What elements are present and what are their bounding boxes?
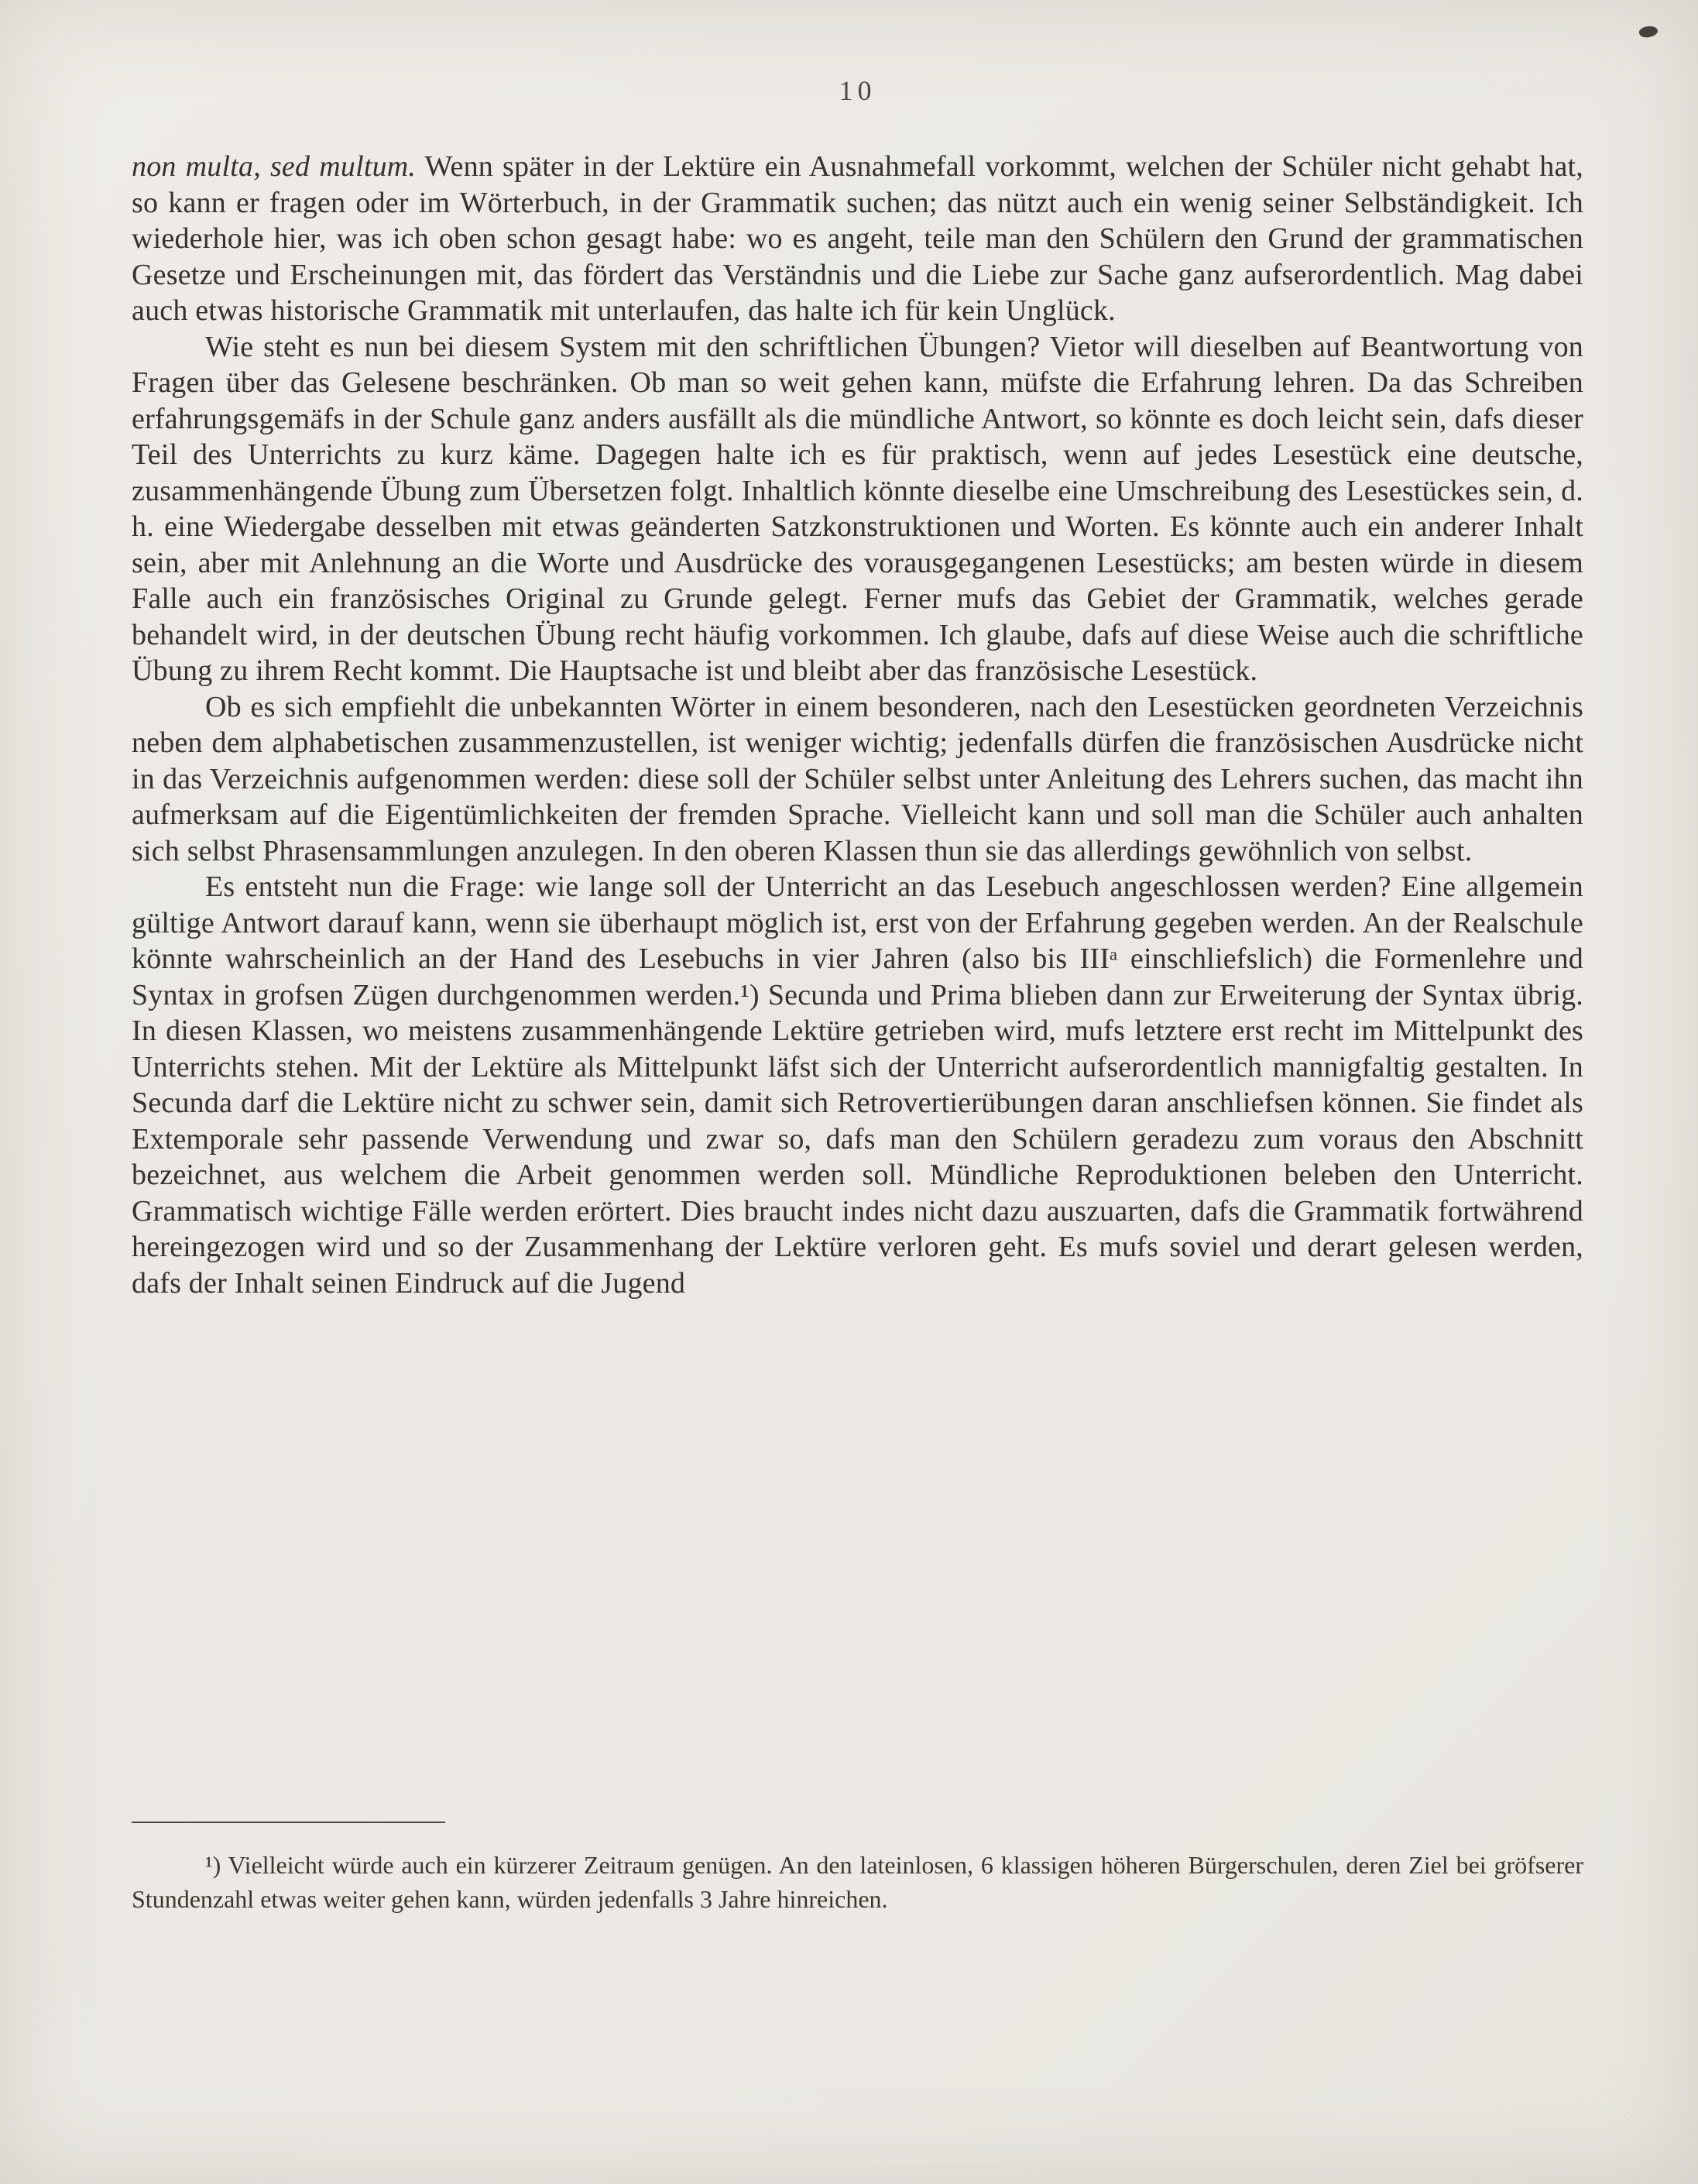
page-number: 10	[839, 75, 876, 106]
body-text	[132, 149, 1583, 1301]
paragraph-text: Wenn später in der Lektüre ein Ausnahmefall vorkommt, welchen der Schüler nicht gehabt hat, so kann er fragen oder im Wörterbuch, in der Grammatik suchen; das nützt auch ein wenig seiner Selbständigkeit. Ich wiederhole hier, was ich oben schon gesagt habe: wo es angeht, teile man den Schülern den Grund der grammatischen Gesetze und Erscheinungen mit, das fördert das Verständnis und die Liebe zur Sache ganz aufserordentlich. Mag dabei auch etwas historische Grammatik mit unterlaufen, das halte ich für kein Unglück.	[132, 150, 1583, 327]
paragraph	[132, 149, 1583, 329]
latin-phrase: non multa, sed multum.	[132, 150, 417, 183]
paragraph: Wie steht es nun bei diesem System mit den schriftlichen Übungen? Vietor will dieselben auf Beantwortung von Fragen über das Gelesene beschränken. Ob man so weit gehen kann, müfste die Erfahrung lehren. Da das Schreiben erfahrungsgemäfs in der Schule ganz anders ausfällt als die mündliche Antwort, so könnte es doch leicht sein, dafs dieser Teil des Unterrichts zu kurz käme. Dagegen halte ich es für praktisch, wenn auf jedes Lesestück eine deutsche, zusammenhängende Übung zum Übersetzen folgt. Inhaltlich könnte dieselbe eine Umschreibung des Lesestückes sein, d. h. eine Wiedergabe desselben mit etwas geänderten Satzkonstruktionen und Worten. Es könnte auch ein anderer Inhalt sein, aber mit Anlehnung an die Worte und Ausdrücke des vorausgegangenen Lesestücks; am besten würde in diesem Falle auch ein französisches Original zu Grunde gelegt. Ferner mufs das Gebiet der Grammatik, welches gerade behandelt wird, in der deutschen Übung recht häufig vorkommen. Ich glaube, dafs auf diese Weise auch die schriftliche Übung zu ihrem Recht kommt. Die Hauptsache ist und bleibt aber das französische Lesestück.	[132, 330, 1583, 687]
footnote-separator	[132, 1822, 445, 1823]
footnote: ¹) Vielleicht würde auch ein kürzerer Zeitraum genügen. An den lateinlosen, 6 klassigen höheren Bürgerschulen, deren Ziel bei gröfserer Stundenzahl etwas weiter gehen kann, würden jedenfalls 3 Jahre hinreichen.	[132, 1851, 1583, 1913]
paragraph: Ob es sich empfiehlt die unbekannten Wörter in einem besonderen, nach den Lesestücken geordneten Verzeichnis neben dem alphabetischen zusammenzustellen, ist weniger wichtig; jedenfalls dürfen die französischen Ausdrücke nicht in das Verzeichnis aufgenommen werden: diese soll der Schüler selbst unter Anleitung des Lehrers suchen, das macht ihn aufmerksam auf die Eigentümlichkeiten der fremden Sprache. Vielleicht kann und soll man die Schüler auch anhalten sich selbst Phrasensammlungen anzulegen. In den oberen Klassen thun sie das allerdings gewöhnlich von selbst.	[132, 690, 1583, 867]
paragraph: Es entsteht nun die Frage: wie lange soll der Unterricht an das Lesebuch angeschlossen werden? Eine allgemein gültige Antwort darauf kann, wenn sie überhaupt möglich ist, erst von der Erfahrung gegeben werden. An der Realschule könnte wahrscheinlich an der Hand des Lesebuchs in vier Jahren (also bis IIIᵃ einschliefslich) die Formenlehre und Syntax in grofsen Zügen durchgenommen werden.¹) Secunda und Prima blieben dann zur Erweiterung der Syntax übrig. In diesen Klassen, wo meistens zusammenhängende Lektüre getrieben wird, mufs letztere erst recht im Mittelpunkt des Unterrichts stehen. Mit der Lektüre als Mittelpunkt läfst sich der Unterricht aufserordentlich mannigfaltig gestalten. In Secunda darf die Lektüre nicht zu schwer sein, damit sich Retrovertierübungen daran anschliefsen können. Sie findet als Extemporale sehr passende Verwendung und zwar so, dafs man den Schülern geradezu zum voraus den Abschnitt bezeichnet, aus welchem die Arbeit genommen werden soll. Mündliche Reproduktionen beleben den Unterricht. Grammatisch wichtige Fälle werden erörtert. Dies braucht indes nicht dazu auszuarten, dafs die Grammatik fortwährend hereingezogen wird und so der Zusammenhang der Lektüre verloren geht. Es mufs soviel und derart gelesen werden, dafs der Inhalt seinen Eindruck auf die Jugend	[132, 871, 1583, 1300]
ink-mark	[1638, 25, 1659, 39]
